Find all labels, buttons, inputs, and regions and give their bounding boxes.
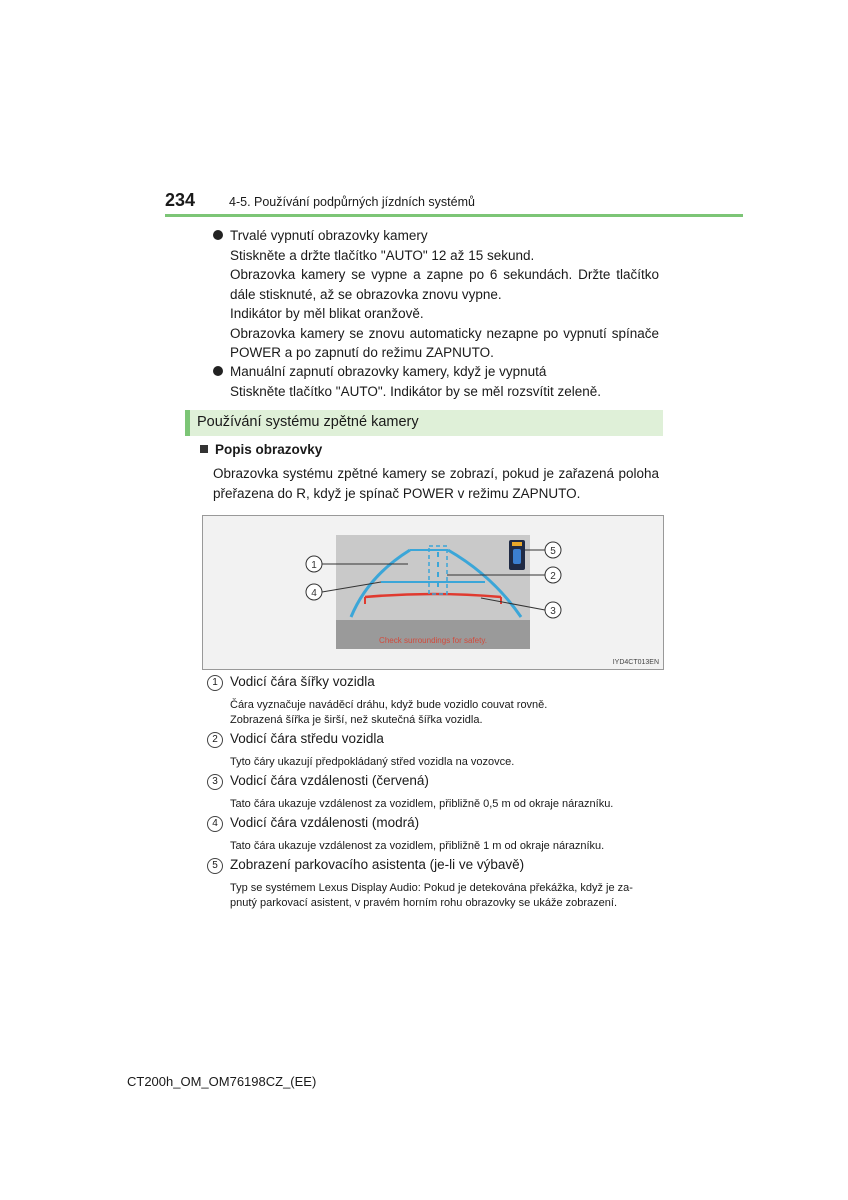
bullet-line: Stiskněte a držte tlačítko "AUTO" 12 až 15 sekund. bbox=[230, 247, 535, 263]
legend-desc: Zobrazená šířka je širší, než skutečná šířka vozidla. bbox=[230, 714, 483, 726]
legend-desc: Tato čára ukazuje vzdálenost za vozidlem, přibližně 1 m od okraje nárazníku. bbox=[230, 840, 605, 852]
callout-number-4: 4 bbox=[311, 588, 317, 599]
section-heading-accent bbox=[185, 410, 190, 436]
callout-number-3: 3 bbox=[550, 606, 556, 617]
legend-title: Vodicí čára vzdálenosti (modrá) bbox=[230, 815, 420, 830]
parking-assist-car bbox=[513, 549, 521, 564]
parking-assist-sensor bbox=[512, 542, 522, 546]
callout-number-5: 5 bbox=[550, 546, 556, 557]
bullet-line: Obrazovka kamery se znovu automaticky nezapne po vypnutí spínače POWER a po zapnutí do režimu ZAPNUTO. bbox=[230, 325, 659, 360]
bullet-line: Manuální zapnutí obrazovky kamery, když je vypnutá bbox=[230, 364, 547, 379]
bullet-line: Indikátor by měl blikat oranžově. bbox=[230, 306, 424, 321]
legend-desc: Tyto čáry ukazují předpokládaný střed vozidla na vozovce. bbox=[230, 756, 515, 768]
figure-code: IYD4CT013EN bbox=[612, 659, 659, 666]
bullet-line: Obrazovka kamery se vypne a zapne po 6 sekundách. Držte tlačítko dále stisknuté, až se obrazovka znovu vypne. bbox=[230, 267, 659, 302]
camera-diagram bbox=[203, 516, 663, 669]
intro-paragraph: Obrazovka systému zpětné kamery se zobrazí, pokud je zařazená poloha přeřazena do R, když je spínač POWER v režimu ZAPNUTO. bbox=[213, 466, 659, 501]
bullet-camera-on bbox=[213, 362, 659, 401]
subsection-heading bbox=[200, 442, 322, 457]
legend-number: 4 bbox=[207, 816, 223, 832]
callout-number-2: 2 bbox=[550, 571, 556, 582]
legend-title: Vodicí čára šířky vozidla bbox=[230, 674, 375, 689]
legend-number: 5 bbox=[207, 858, 223, 874]
bullet-line: Stiskněte tlačítko "AUTO". Indikátor by se měl rozsvítit zeleně. bbox=[230, 383, 601, 399]
legend-title: Vodicí čára středu vozidla bbox=[230, 731, 384, 746]
section-path: 4-5. Používání podpůrných jízdních systémů bbox=[229, 195, 475, 209]
callout-number-1: 1 bbox=[311, 560, 317, 571]
legend-desc: Čára vyznačuje naváděcí dráhu, když bude vozidlo couvat rovně. bbox=[230, 699, 548, 711]
legend-title: Zobrazení parkovacího asistenta (je-li ve výbavě) bbox=[230, 857, 525, 872]
page-number: 234 bbox=[165, 190, 196, 210]
bullet-camera-off bbox=[213, 226, 659, 363]
section-heading-bar bbox=[185, 410, 663, 436]
square-bullet-icon bbox=[200, 445, 208, 453]
legend-number: 1 bbox=[207, 675, 223, 691]
bullet-dot bbox=[213, 230, 223, 240]
header-rule bbox=[165, 214, 743, 217]
legend-number: 3 bbox=[207, 774, 223, 790]
legend-desc: Typ se systémem Lexus Display Audio: Pokud je detekována překážka, když je za- bbox=[230, 882, 633, 894]
subsection-title: Popis obrazovky bbox=[215, 442, 323, 457]
section-title: Používání systému zpětné kamery bbox=[197, 414, 419, 430]
camera-screen-figure bbox=[202, 515, 664, 670]
legend-desc: Tato čára ukazuje vzdálenost za vozidlem, přibližně 0,5 m od okraje nárazníku. bbox=[230, 798, 614, 810]
legend-number: 2 bbox=[207, 732, 223, 748]
bullet-line: Trvalé vypnutí obrazovky kamery bbox=[230, 228, 428, 243]
footer-code: CT200h_OM_OM76198CZ_(EE) bbox=[127, 1074, 317, 1089]
legend-desc: pnutý parkovací asistent, v pravém horním rohu obrazovky se ukáže zobrazení. bbox=[230, 897, 618, 909]
legend-title: Vodicí čára vzdálenosti (červená) bbox=[230, 773, 429, 788]
bullet-dot bbox=[213, 366, 223, 376]
screen-message: Check surroundings for safety. bbox=[379, 636, 487, 645]
